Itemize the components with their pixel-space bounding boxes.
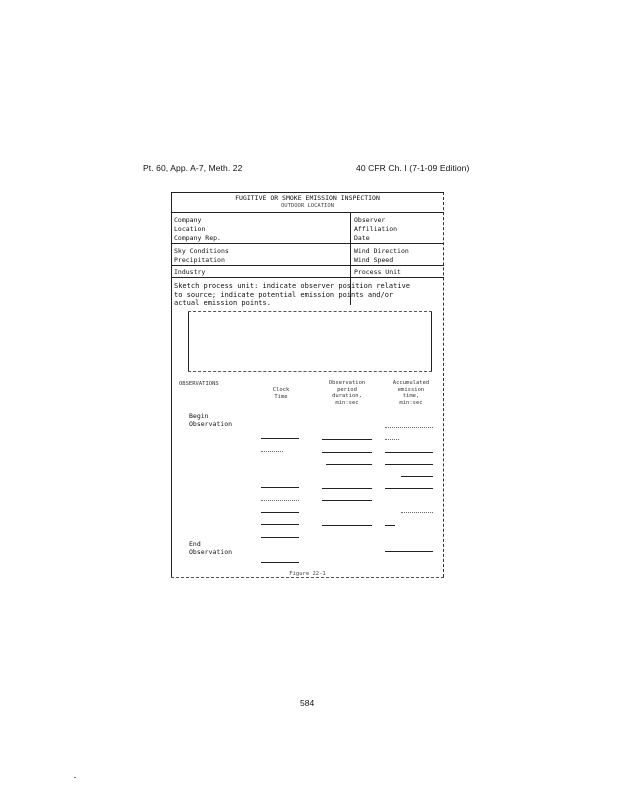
sketch-instructions-line-1: Sketch process unit: indicate observer position relative bbox=[174, 282, 411, 290]
clock-time-blank[interactable] bbox=[261, 562, 299, 563]
clock-time-blank[interactable] bbox=[261, 537, 299, 538]
wind-speed-label: Wind Speed bbox=[354, 256, 394, 264]
clock-time-heading-line-2: Time bbox=[274, 393, 288, 400]
location-label: Location bbox=[174, 225, 206, 233]
sketch-instructions-line-3: actual emission points. bbox=[174, 299, 271, 307]
accumulated-heading-line-1: Accumulated bbox=[392, 380, 430, 386]
company-rep-label: Company Rep. bbox=[174, 234, 221, 242]
process-unit-label: Process Unit bbox=[354, 268, 401, 276]
sketch-box-top bbox=[188, 311, 432, 312]
accumulated-blank[interactable] bbox=[385, 551, 433, 552]
end-observation-label-line-1: End bbox=[189, 540, 201, 548]
date-label: Date bbox=[354, 234, 370, 242]
section2-divider bbox=[171, 265, 444, 266]
sketch-box-right bbox=[431, 311, 432, 371]
observation-period-heading-line-1: Observation bbox=[328, 380, 366, 386]
accumulated-blank[interactable] bbox=[385, 452, 433, 453]
clock-time-blank[interactable] bbox=[261, 500, 299, 501]
figure-caption: Figure 22-1 bbox=[289, 571, 326, 577]
observation-period-blank[interactable] bbox=[322, 439, 372, 440]
clock-time-blank[interactable] bbox=[261, 512, 299, 513]
inspection-form bbox=[171, 190, 444, 578]
company-label: Company bbox=[174, 216, 202, 224]
section1-divider bbox=[171, 243, 444, 244]
accumulated-heading bbox=[382, 380, 440, 406]
sketch-box-bottom bbox=[188, 371, 432, 372]
observation-period-heading-line-4: min:sec bbox=[335, 399, 359, 406]
clock-time-blank[interactable] bbox=[261, 438, 299, 439]
form-bottom-border bbox=[171, 577, 444, 578]
observation-period-blank[interactable] bbox=[322, 452, 372, 453]
begin-observation-label-line-2: Observation bbox=[189, 420, 233, 428]
form-right-border bbox=[443, 192, 444, 577]
industry-label: Industry bbox=[174, 268, 206, 276]
sketch-box-left bbox=[188, 311, 189, 371]
accumulated-heading-line-3: time, bbox=[402, 393, 420, 399]
sky-conditions-label: Sky Conditions bbox=[174, 247, 229, 255]
clock-time-blank[interactable] bbox=[261, 524, 299, 525]
running-header-right: 40 CFR Ch. I (7-1-09 Edition) bbox=[356, 163, 470, 173]
begin-observation-label-line-1: Begin bbox=[189, 412, 209, 420]
section3-divider bbox=[171, 277, 444, 278]
observation-period-blank[interactable] bbox=[322, 488, 372, 489]
observations-heading: OBSERVATIONS bbox=[179, 381, 219, 387]
title-divider bbox=[171, 212, 444, 213]
page-number: 584 bbox=[300, 698, 315, 708]
scan-speck bbox=[74, 777, 76, 778]
sketch-instructions-line-2: to source; indicate potential emission points and/or bbox=[174, 290, 394, 299]
clock-time-blank[interactable] bbox=[261, 451, 283, 452]
form-subtitle: OUTDOOR LOCATION bbox=[281, 203, 334, 209]
accumulated-blank[interactable] bbox=[385, 439, 399, 440]
observation-period-heading bbox=[317, 380, 377, 406]
clock-time-heading-line-1: Clock bbox=[272, 387, 290, 393]
observation-period-blank[interactable] bbox=[322, 500, 372, 501]
end-observation-label-line-2: Observation bbox=[189, 548, 233, 556]
observation-period-heading-line-3: duration, bbox=[332, 393, 362, 399]
observation-period-blank[interactable] bbox=[326, 464, 372, 465]
accumulated-blank[interactable] bbox=[401, 512, 433, 513]
observer-label: Observer bbox=[354, 216, 386, 224]
form-title: FUGITIVE OR SMOKE EMISSION INSPECTION bbox=[235, 194, 380, 202]
observation-period-heading-line-2: period bbox=[337, 386, 357, 393]
observation-period-blank[interactable] bbox=[322, 525, 372, 526]
accumulated-blank[interactable] bbox=[385, 525, 395, 526]
affiliation-label: Affiliation bbox=[354, 225, 398, 233]
accumulated-blank[interactable] bbox=[385, 464, 433, 465]
clock-time-heading bbox=[261, 387, 301, 400]
running-header-left: Pt. 60, App. A-7, Meth. 22 bbox=[143, 163, 243, 173]
accumulated-blank[interactable] bbox=[385, 488, 433, 489]
form-top-border bbox=[171, 192, 444, 193]
accumulated-heading-line-4: min:sec bbox=[399, 399, 423, 406]
accumulated-blank[interactable] bbox=[401, 476, 433, 477]
wind-direction-label: Wind Direction bbox=[354, 247, 409, 255]
clock-time-blank[interactable] bbox=[261, 487, 299, 488]
precipitation-label: Precipitation bbox=[174, 256, 225, 264]
accumulated-heading-line-2: emission bbox=[397, 386, 425, 393]
form-left-border bbox=[171, 192, 172, 577]
accumulated-blank[interactable] bbox=[385, 427, 433, 428]
